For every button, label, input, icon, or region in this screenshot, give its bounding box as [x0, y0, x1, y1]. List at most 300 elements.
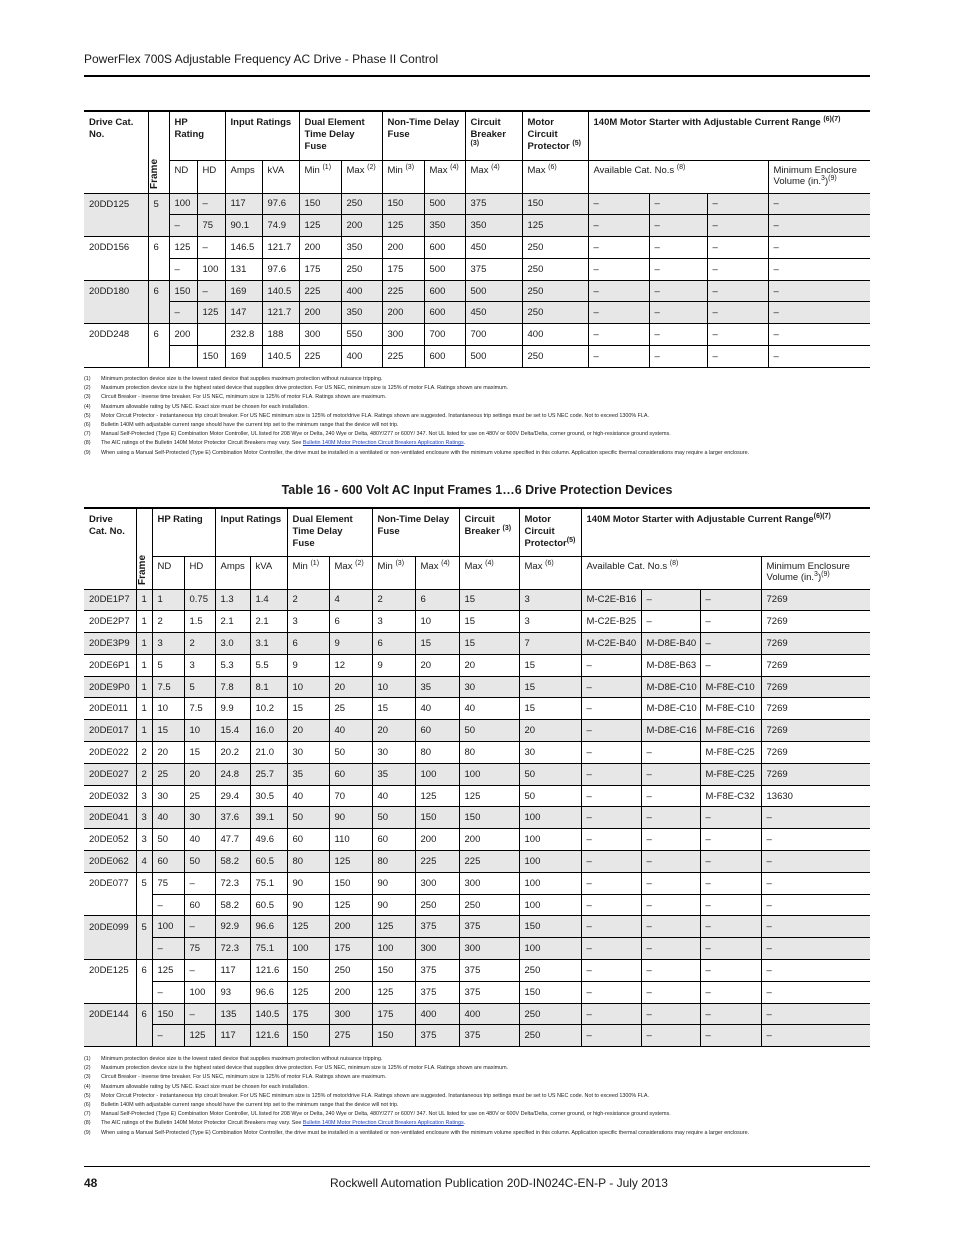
table-cell: 175: [372, 1003, 415, 1025]
table-cell: 375: [459, 960, 519, 982]
table-cell: 150: [329, 872, 372, 894]
table-cell: 20DD248: [84, 324, 148, 346]
table-cell: 200: [341, 215, 382, 237]
table-cell: 5: [136, 872, 152, 894]
table-cell: 72.3: [215, 872, 250, 894]
table-cell: 3.1: [250, 633, 287, 655]
footnote-text: Maximum allowable rating by US NEC. Exact size must be chosen for each installation.: [101, 1083, 309, 1090]
footnote: [84, 1064, 870, 1073]
table16-title: Table 16 - 600 Volt AC Input Frames 1…6 Drive Protection Devices: [281, 483, 673, 497]
table-cell: 450: [465, 302, 522, 324]
table-cell: –: [152, 981, 184, 1003]
table-cell: 90: [329, 807, 372, 829]
footnote-number: (8): [84, 1120, 91, 1127]
table-cell: 125: [329, 851, 372, 873]
table-cell: –: [761, 872, 870, 894]
table-cell: –: [184, 872, 215, 894]
table-cell: 25: [329, 698, 372, 720]
table-row: [84, 742, 870, 764]
table-row: [84, 633, 870, 655]
table-cell: 275: [329, 1025, 372, 1047]
table-cell: 30: [287, 742, 329, 764]
table-cell: –: [581, 720, 641, 742]
table-cell: 10: [152, 698, 184, 720]
table-cell: 225: [299, 280, 341, 302]
footnote-text: Motor Circuit Protector - instantaneous trip circuit breaker. For US NEC minimum size is 125% of motor/drive FLA. Ratings shown are suggested. Instantaneous trip settings must be set to US NEC code. Not to exceed 1300% FLA.: [101, 1092, 649, 1099]
sub-min-3: Min $^{(3)}$: [372, 556, 415, 589]
table-cell: –: [588, 215, 649, 237]
table-cell: 10.2: [250, 698, 287, 720]
table-cell: 100: [519, 807, 581, 829]
table-cell: 169: [225, 280, 262, 302]
table-cell: –: [581, 742, 641, 764]
table-cell: –: [761, 981, 870, 1003]
sub-hd: HD: [197, 160, 225, 193]
table-cell: 24.8: [215, 763, 250, 785]
table-cell: 7269: [761, 763, 870, 785]
sub-mcp-max: Max $^{(6)}$: [519, 556, 581, 589]
table-cell: [84, 894, 136, 916]
table-cell: 121.7: [262, 302, 299, 324]
table-cell: 2.1: [215, 611, 250, 633]
table-cell: 2: [372, 589, 415, 611]
table-cell: 15: [152, 720, 184, 742]
table-cell: 30: [184, 807, 215, 829]
table-cell: 3.0: [215, 633, 250, 655]
table-cell: [169, 346, 197, 368]
table-cell: –: [581, 938, 641, 960]
table-cell: 300: [415, 938, 459, 960]
table-cell: 20DE144: [84, 1003, 136, 1025]
table-cell: –: [649, 258, 707, 280]
table-cell: 15: [519, 698, 581, 720]
table-cell: 225: [382, 346, 424, 368]
table-cell: –: [641, 763, 700, 785]
table-cell: –: [649, 302, 707, 324]
table-cell: 20: [329, 676, 372, 698]
table-cell: 2: [287, 589, 329, 611]
table-cell: 3: [136, 807, 152, 829]
table-cell: 40: [287, 785, 329, 807]
table-cell: –: [707, 193, 768, 215]
table-cell: 20: [415, 654, 459, 676]
table-cell: 20DD125: [84, 193, 148, 215]
footnote-number: (2): [84, 1065, 91, 1072]
table-cell: 20DE062: [84, 851, 136, 873]
table-row: [84, 611, 870, 633]
table-cell: [136, 894, 152, 916]
table-cell: 25: [184, 785, 215, 807]
table-cell: 90.1: [225, 215, 262, 237]
table-cell: 30: [519, 742, 581, 764]
table-cell: 150: [372, 960, 415, 982]
table-cell: 250: [329, 960, 372, 982]
table-cell: 100: [519, 851, 581, 873]
table-cell: 6: [148, 280, 169, 302]
table-cell: 40: [415, 698, 459, 720]
table-cell: 6: [287, 633, 329, 655]
sub-max-2: Max $^{(2)}$: [329, 556, 372, 589]
table-cell: –: [700, 589, 761, 611]
table-cell: –: [768, 324, 870, 346]
sub-max-2: Max $^{(2)}$: [341, 160, 382, 193]
table-cell: 1.4: [250, 589, 287, 611]
table-cell: 4: [329, 589, 372, 611]
table-cell: –: [152, 894, 184, 916]
table-row: [84, 829, 870, 851]
table-cell: 1: [136, 611, 152, 633]
footnote-number: (9): [84, 1129, 91, 1136]
table-cell: 92.9: [215, 916, 250, 938]
table-cell: 50: [459, 720, 519, 742]
table-cell: 12: [329, 654, 372, 676]
footnote-text: Maximum protection device size is the highest rated device that supplies drive protection. For US NEC, minimum size is 125% of motor FLA. Ratings shown are maximum.: [101, 385, 509, 392]
table-cell: 232.8: [225, 324, 262, 346]
footnote-text: Bulletin 140M with adjustable current range should have the current trip set to the minimum range that the device will not trip.: [101, 1102, 399, 1109]
table-cell: 20DE9P0: [84, 676, 136, 698]
table-cell: 125: [459, 785, 519, 807]
table-cell: 1: [136, 698, 152, 720]
table-cell: –: [700, 807, 761, 829]
table-cell: 3: [152, 633, 184, 655]
table-cell: 3: [519, 611, 581, 633]
table-cell: 50: [519, 763, 581, 785]
table-cell: 35: [287, 763, 329, 785]
footnote: [84, 1110, 870, 1119]
table-cell: 250: [341, 193, 382, 215]
table-cell: 250: [415, 894, 459, 916]
table-cell: [84, 981, 136, 1003]
footnote-number: (9): [84, 449, 91, 456]
table-cell: 350: [341, 237, 382, 259]
table-cell: 20: [372, 720, 415, 742]
table-cell: 9: [287, 654, 329, 676]
footnote: [84, 449, 870, 458]
sub-kva: kVA: [250, 556, 287, 589]
table-cell: 6: [329, 611, 372, 633]
table-cell: 350: [341, 302, 382, 324]
table-cell: 20: [519, 720, 581, 742]
sub-hd: HD: [184, 556, 215, 589]
table-cell: –: [768, 215, 870, 237]
table-cell: 600: [424, 280, 465, 302]
footnote-number: (6): [84, 422, 91, 429]
table-cell: [136, 938, 152, 960]
table-cell: 39.1: [250, 807, 287, 829]
footnote-text: Manual Self-Protected (Type E) Combination Motor Controller, UL listed for 208 Wye or Delta, 240 Wye or Delta, 480Y/277 or 600Y/ 347. Not UL listed for use on 480V or 600V Delta/Delta, corner ground, or high-resistance ground systems.: [101, 1111, 671, 1118]
table-cell: 3: [519, 589, 581, 611]
table-cell: 40: [372, 785, 415, 807]
table-cell: –: [588, 193, 649, 215]
table-cell: –: [581, 981, 641, 1003]
table-cell: 7.5: [152, 676, 184, 698]
table-cell: 29.4: [215, 785, 250, 807]
table-cell: 97.6: [262, 258, 299, 280]
table-cell: 9.9: [215, 698, 250, 720]
table-cell: –: [707, 346, 768, 368]
table-cell: M-D8E-C16: [641, 720, 700, 742]
table-cell: 600: [424, 237, 465, 259]
footnote-number: (5): [84, 412, 91, 419]
table-cell: 50: [184, 851, 215, 873]
table-cell: 60.5: [250, 894, 287, 916]
table-cell: –: [581, 763, 641, 785]
table-cell: [84, 302, 148, 324]
table-cell: M-D8E-B63: [641, 654, 700, 676]
table-cell: 7269: [761, 633, 870, 655]
table-cell: 100: [184, 981, 215, 1003]
table-cell: 400: [341, 346, 382, 368]
table-cell: 550: [341, 324, 382, 346]
table-cell: 20: [184, 763, 215, 785]
table-cell: 450: [465, 237, 522, 259]
table-cell: –: [768, 346, 870, 368]
table-cell: [84, 346, 148, 368]
table-cell: –: [581, 1003, 641, 1025]
table-cell: –: [761, 916, 870, 938]
page-number: 48: [84, 1176, 98, 1190]
table-cell: –: [641, 1025, 700, 1047]
table-cell: –: [641, 938, 700, 960]
table-cell: [148, 346, 169, 368]
table-cell: 3: [287, 611, 329, 633]
application-ratings-link[interactable]: Bulletin 140M Motor Protection Circuit Breakers Application Ratings: [302, 440, 464, 447]
table-cell: –: [641, 851, 700, 873]
table-cell: 169: [225, 346, 262, 368]
footnote-text: When using a Manual Self-Protected (Type E) Combination Motor Controller, the drive must be installed in a ventilated or non-ventilated enclosure with the minimum volume specified in this column. Application specific thermal considerations may require a larger enclosure.: [101, 1129, 750, 1136]
table-cell: 25: [152, 763, 184, 785]
table1-footnotes: [84, 375, 870, 458]
table-cell: [136, 981, 152, 1003]
table-cell: 146.5: [225, 237, 262, 259]
table-cell: –: [581, 829, 641, 851]
table-cell: 7269: [761, 676, 870, 698]
table-cell: 20DE052: [84, 829, 136, 851]
table-cell: –: [700, 633, 761, 655]
col-dual-element-fuse: Dual Element Time Delay Fuse: [287, 508, 372, 556]
table-cell: –: [641, 742, 700, 764]
table-cell: 2: [136, 742, 152, 764]
table-cell: 90: [287, 894, 329, 916]
table-cell: –: [761, 938, 870, 960]
table-cell: –: [581, 894, 641, 916]
table-cell: 117: [215, 960, 250, 982]
table-cell: [148, 215, 169, 237]
table-row: [84, 872, 870, 894]
table-cell: 15: [459, 633, 519, 655]
table-cell: –: [184, 1003, 215, 1025]
table-cell: M-F8E-C10: [700, 698, 761, 720]
table-cell: 2: [136, 763, 152, 785]
table-row: [84, 302, 870, 324]
table-cell: 6: [136, 960, 152, 982]
sub-min-enclosure-volume: Minimum Enclosure Volume $(in.^3)^{(9)}$: [761, 556, 870, 589]
table-cell: 50: [329, 742, 372, 764]
table-cell: –: [700, 981, 761, 1003]
table-cell: 150: [459, 807, 519, 829]
table-cell: –: [761, 829, 870, 851]
table-row: [84, 763, 870, 785]
table-cell: 7269: [761, 611, 870, 633]
table-cell: 400: [415, 1003, 459, 1025]
table-cell: 20DE041: [84, 807, 136, 829]
table-cell: 3: [372, 611, 415, 633]
table-cell: 96.6: [250, 981, 287, 1003]
table-cell: –: [761, 807, 870, 829]
table-cell: 200: [329, 981, 372, 1003]
table-cell: 10: [184, 720, 215, 742]
table-cell: 20DD180: [84, 280, 148, 302]
table-cell: –: [761, 960, 870, 982]
table-row: [84, 215, 870, 237]
table-cell: 40: [184, 829, 215, 851]
table-cell: M-F8E-C32: [700, 785, 761, 807]
table-cell: 3: [136, 829, 152, 851]
table-cell: 0.75: [184, 589, 215, 611]
table-cell: –: [649, 215, 707, 237]
footnote: [84, 384, 870, 393]
table-cell: [148, 302, 169, 324]
table-cell: 100: [415, 763, 459, 785]
table-cell: 5.5: [250, 654, 287, 676]
table-cell: 100: [152, 916, 184, 938]
table-cell: –: [700, 938, 761, 960]
table-row: [84, 193, 870, 215]
sub-min-1: Min $^{(1)}$: [287, 556, 329, 589]
table-cell: 125: [287, 981, 329, 1003]
table-cell: 125: [197, 302, 225, 324]
table-cell: 15: [459, 611, 519, 633]
footnote: [84, 1055, 870, 1064]
table-cell: 2: [152, 611, 184, 633]
table-cell: 1.5: [184, 611, 215, 633]
sub-available-cat-nos: Available Cat. No.s $^{(8)}$: [581, 556, 761, 589]
table-cell: 100: [519, 872, 581, 894]
table-row: [84, 346, 870, 368]
table-cell: –: [700, 894, 761, 916]
table-cell: 7.5: [184, 698, 215, 720]
table-cell: 200: [299, 237, 341, 259]
table-cell: 75: [152, 872, 184, 894]
table-cell: 7.8: [215, 676, 250, 698]
table-cell: 125: [415, 785, 459, 807]
table-cell: –: [641, 829, 700, 851]
table-row: [84, 807, 870, 829]
table-cell: 375: [459, 916, 519, 938]
col-drive-cat-no: Drive Cat. No.: [84, 508, 136, 589]
table-cell: 60: [372, 829, 415, 851]
table-cell: –: [641, 807, 700, 829]
footnote: [84, 1129, 870, 1138]
table-cell: M-F8E-C25: [700, 742, 761, 764]
page-header-title: PowerFlex 700S Adjustable Frequency AC Drive - Phase II Control: [84, 52, 439, 66]
table-cell: 150: [415, 807, 459, 829]
table-cell: 9: [329, 633, 372, 655]
table-cell: –: [184, 960, 215, 982]
table-cell: 1.3: [215, 589, 250, 611]
table-cell: M-D8E-B40: [641, 633, 700, 655]
table-cell: [197, 324, 225, 346]
table-cell: –: [641, 1003, 700, 1025]
table-cell: 125: [372, 981, 415, 1003]
table-cell: 375: [465, 258, 522, 280]
table-cell: 96.6: [250, 916, 287, 938]
footnote-text: Manual Self-Protected (Type E) Combination Motor Controller, UL listed for 208 Wye or Delta, 240 Wye or Delta, 480Y/277 or 600Y/ 347. Not UL listed for use on 480V or 600V Delta/Delta, corner ground, or high-resistance ground systems.: [101, 431, 671, 438]
table-cell: –: [707, 302, 768, 324]
table-cell: 188: [262, 324, 299, 346]
table-cell: 6: [148, 324, 169, 346]
table-cell: –: [761, 894, 870, 916]
table-cell: 20DE6P1: [84, 654, 136, 676]
table-cell: 250: [519, 1003, 581, 1025]
application-ratings-link[interactable]: Bulletin 140M Motor Protection Circuit Breakers Application Ratings: [302, 1120, 464, 1127]
table-cell: 100: [519, 829, 581, 851]
footnote: [84, 439, 870, 448]
table-cell: 100: [169, 193, 197, 215]
table-cell: 125: [372, 916, 415, 938]
table-cell: 20.2: [215, 742, 250, 764]
table-cell: 20DE099: [84, 916, 136, 938]
table-cell: M-D8E-C10: [641, 698, 700, 720]
table-cell: 97.6: [262, 193, 299, 215]
table-cell: M-F8E-C25: [700, 763, 761, 785]
table-cell: 150: [519, 916, 581, 938]
table-cell: 225: [415, 851, 459, 873]
footnote-number: (3): [84, 1074, 91, 1081]
footnote-number: (6): [84, 1102, 91, 1109]
table-cell: 375: [459, 981, 519, 1003]
table-cell: 15: [184, 742, 215, 764]
table-cell: –: [649, 346, 707, 368]
table-cell: 30: [372, 742, 415, 764]
table-cell: –: [581, 785, 641, 807]
table-cell: –: [707, 215, 768, 237]
table-cell: 75.1: [250, 872, 287, 894]
sub-max-4: Max $^{(4)}$: [424, 160, 465, 193]
col-hp-rating: HP Rating: [152, 508, 215, 556]
table-cell: 90: [372, 894, 415, 916]
footnote-number: (5): [84, 1092, 91, 1099]
table-cell: –: [700, 872, 761, 894]
table-cell: 250: [522, 280, 588, 302]
sub-min-enclosure-volume: Minimum Enclosure Volume $(in.^3)^{(9)}$: [768, 160, 870, 193]
table-cell: 125: [287, 916, 329, 938]
table-cell: 150: [522, 193, 588, 215]
col-motor-circuit-protector: Motor Circuit Protector $^{(5)}$: [522, 111, 588, 160]
table-cell: 150: [299, 193, 341, 215]
table-cell: 72.3: [215, 938, 250, 960]
table-cell: M-C2E-B25: [581, 611, 641, 633]
table-cell: 375: [465, 193, 522, 215]
table-cell: 20DE032: [84, 785, 136, 807]
table-cell: 175: [329, 938, 372, 960]
table-row: [84, 698, 870, 720]
col-input-ratings: Input Ratings: [215, 508, 287, 556]
table-cell: 125: [329, 894, 372, 916]
table-cell: 250: [341, 258, 382, 280]
table-cell: 58.2: [215, 851, 250, 873]
table-cell: 5.3: [215, 654, 250, 676]
table-cell: 300: [459, 938, 519, 960]
table-cell: 80: [459, 742, 519, 764]
table-cell: 200: [299, 302, 341, 324]
table-cell: 175: [287, 1003, 329, 1025]
sub-min-1: Min $^{(1)}$: [299, 160, 341, 193]
table-cell: –: [588, 346, 649, 368]
sub-amps: Amps: [225, 160, 262, 193]
table-cell: 30: [152, 785, 184, 807]
table-cell: 20: [152, 742, 184, 764]
